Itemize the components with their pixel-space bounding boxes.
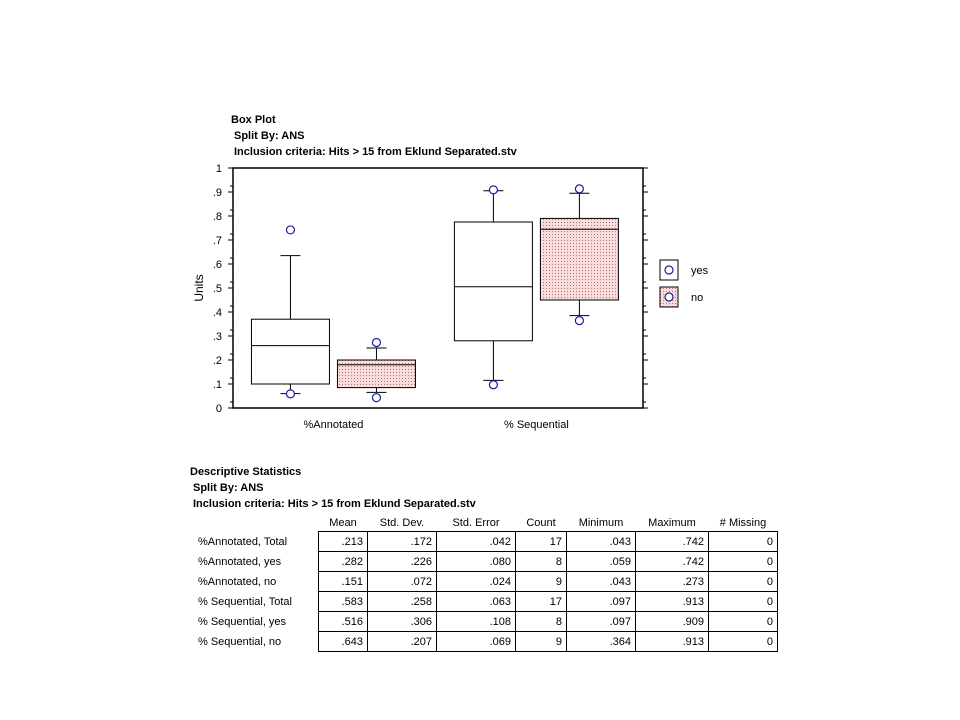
table-cell: 8 (516, 552, 567, 572)
row-label: % Sequential, Total (198, 595, 292, 608)
stats-split-label: Split By: ANS (193, 482, 264, 494)
table-cell: 17 (516, 592, 567, 612)
table-cell: .364 (567, 632, 636, 652)
table-row (190, 572, 778, 592)
col-count: Count (526, 517, 556, 529)
y-tick-label: .1 (212, 379, 222, 391)
descriptive-statistics-table (190, 515, 778, 652)
plot-criteria-label: Inclusion criteria: Hits > 15 from Eklund Separated.stv (234, 146, 517, 158)
y-tick-label: .6 (212, 259, 222, 271)
outlier-point (372, 338, 380, 346)
table-cell: 9 (516, 572, 567, 592)
table-cell: .226 (368, 552, 437, 572)
table-cell: .097 (567, 592, 636, 612)
table-cell: 0 (709, 552, 778, 572)
legend-label-yes: yes (691, 265, 709, 277)
table-cell: .273 (636, 572, 709, 592)
table-cell: .909 (636, 612, 709, 632)
table-cell: .043 (567, 572, 636, 592)
table-cell: .913 (636, 632, 709, 652)
table-cell: .072 (368, 572, 437, 592)
row-label: %Annotated, no (198, 575, 277, 588)
box-yes (251, 319, 329, 384)
table-row (190, 632, 778, 652)
y-tick-label: 0 (215, 403, 222, 415)
col-minimum: Minimum (578, 517, 624, 529)
outlier-point (286, 390, 294, 398)
legend-marker-no (665, 293, 673, 301)
box-yes (454, 222, 532, 341)
outlier-point (286, 226, 294, 234)
y-tick-label: .4 (212, 307, 222, 319)
table-cell: 8 (516, 612, 567, 632)
table-cell: .080 (437, 552, 516, 572)
row-label: % Sequential, yes (198, 615, 287, 628)
table-row (190, 592, 778, 612)
stats-title: Descriptive Statistics (190, 466, 302, 478)
table-cell: 0 (709, 572, 778, 592)
stats-corner (190, 515, 319, 532)
table-cell: 0 (709, 612, 778, 632)
table-row (190, 532, 778, 552)
table-cell: .108 (437, 612, 516, 632)
y-tick-label: .3 (212, 331, 222, 343)
table-cell: 0 (709, 592, 778, 612)
table-cell: .043 (567, 532, 636, 552)
x-category-label: % Sequential (503, 419, 569, 431)
outlier-point (372, 394, 380, 402)
table-cell: .742 (636, 532, 709, 552)
table-cell: 17 (516, 532, 567, 552)
col-std-dev: Std. Dev. (379, 517, 425, 529)
legend-marker-yes (665, 266, 673, 274)
col-missing: # Missing (719, 517, 767, 529)
y-tick-label: .8 (212, 211, 222, 223)
box-no (337, 360, 415, 388)
y-tick-label: .5 (212, 283, 222, 295)
table-row (190, 552, 778, 572)
col-maximum: Maximum (648, 517, 696, 529)
table-cell: .516 (319, 612, 368, 632)
outlier-point (489, 186, 497, 194)
outlier-point (489, 381, 497, 389)
table-cell: 0 (709, 532, 778, 552)
table-cell: .024 (437, 572, 516, 592)
row-label: %Annotated, yes (198, 555, 282, 568)
table-cell: .069 (437, 632, 516, 652)
box-no (540, 218, 618, 300)
table-cell: .042 (437, 532, 516, 552)
table-row (190, 612, 778, 632)
table-cell: .643 (319, 632, 368, 652)
outlier-point (575, 317, 583, 325)
x-category-label: %Annotated (303, 419, 364, 431)
table-cell: 0 (709, 632, 778, 652)
y-tick-label: .9 (212, 187, 222, 199)
row-label: %Annotated, Total (198, 535, 288, 548)
table-cell: 9 (516, 632, 567, 652)
stats-criteria-label: Inclusion criteria: Hits > 15 from Eklund Separated.stv (193, 498, 476, 510)
stats-header-row (190, 515, 778, 532)
table-cell: .742 (636, 552, 709, 572)
table-cell: .282 (319, 552, 368, 572)
table-cell: .583 (319, 592, 368, 612)
table-cell: .213 (319, 532, 368, 552)
row-label: % Sequential, no (198, 635, 282, 648)
table-cell: .258 (368, 592, 437, 612)
y-tick-label: .7 (212, 235, 222, 247)
y-tick-label: .2 (212, 355, 222, 367)
table-cell: .097 (567, 612, 636, 632)
legend-label-no: no (691, 292, 704, 304)
col-mean: Mean (329, 517, 357, 529)
table-cell: .306 (368, 612, 437, 632)
table-cell: .913 (636, 592, 709, 612)
plot-title: Box Plot (231, 114, 276, 126)
y-axis-label: Units (192, 274, 206, 302)
plot-split-label: Split By: ANS (234, 130, 305, 142)
table-cell: .063 (437, 592, 516, 612)
outlier-point (575, 185, 583, 193)
table-cell: .059 (567, 552, 636, 572)
table-cell: .207 (368, 632, 437, 652)
col-std-error: Std. Error (452, 517, 500, 529)
table-cell: .151 (319, 572, 368, 592)
table-cell: .172 (368, 532, 437, 552)
y-tick-label: 1 (215, 163, 222, 175)
